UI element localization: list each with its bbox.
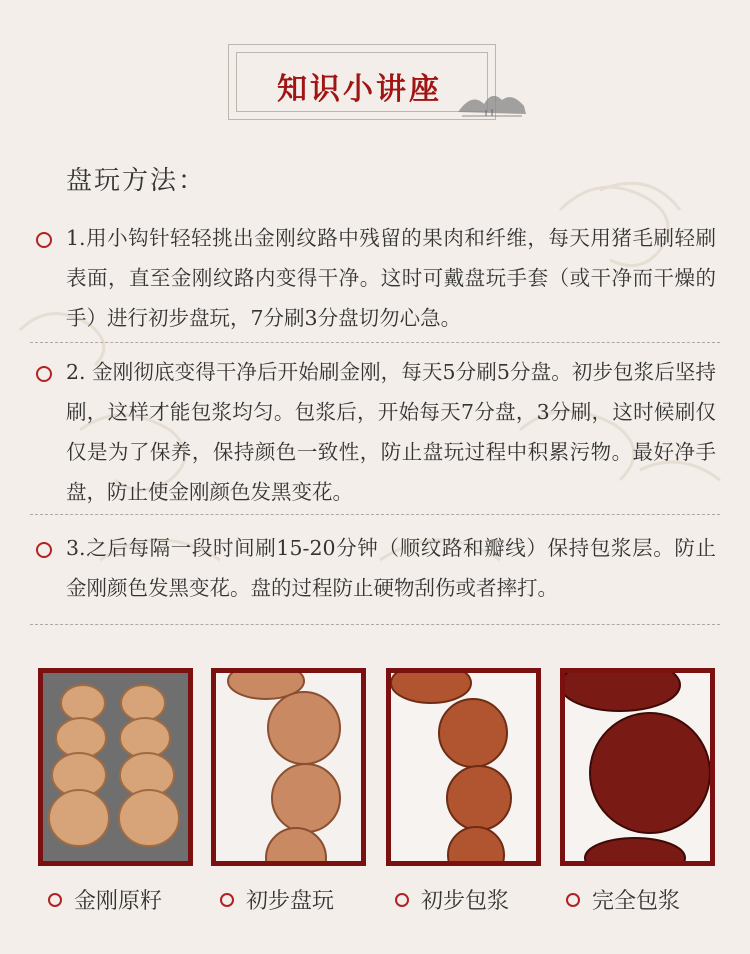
- circle-bullet-icon: [48, 893, 62, 907]
- caption-text: 金刚原籽: [74, 889, 163, 914]
- photo-full-patina: [560, 668, 715, 866]
- circle-bullet-icon: [36, 366, 52, 382]
- initial-patina-image: [391, 673, 536, 861]
- method-item-1: [36, 218, 716, 338]
- dashed-divider: [30, 342, 720, 343]
- method-item-text: 1.用小钩针轻轻挑出金刚纹路中残留的果肉和纤维，每天用猪毛刷轻刷表面，直至金刚纹路内变得干净。这时可戴盘玩手套（或干净而干燥的手）进行初步盘玩，7分刷3分盘切勿心急。: [66, 226, 716, 330]
- circle-bullet-icon: [220, 893, 234, 907]
- caption-raw-seeds: [48, 884, 162, 915]
- circle-bullet-icon: [36, 232, 52, 248]
- method-heading: 盘玩方法：: [66, 166, 207, 196]
- method-item-text: 2. 金刚彻底变得干净后开始刷金刚，每天5分刷5分盘。初步包浆后坚持刷，这样才能包浆均匀。包浆后，开始每天7分盘，3分刷，这时候刷仅仅是为了保养，保持颜色一致性，防止盘玩过程中积累污物。最好净手盘，防止使金刚颜色发黑变花。: [66, 360, 716, 504]
- dashed-divider: [30, 514, 720, 515]
- caption-text: 初步盘玩: [246, 889, 335, 914]
- raw-seeds-image: [43, 673, 188, 861]
- dashed-divider: [30, 624, 720, 625]
- method-item-3: [36, 528, 716, 608]
- initial-play-image: [216, 673, 361, 861]
- mountain-icon: [456, 82, 528, 122]
- title-frame: [228, 44, 528, 120]
- method-item-2: [36, 352, 716, 512]
- photo-initial-play: [211, 668, 366, 866]
- photo-raw-seeds: [38, 668, 193, 866]
- caption-initial-play: [220, 884, 334, 915]
- caption-full-patina: [566, 884, 680, 915]
- circle-bullet-icon: [36, 542, 52, 558]
- method-item-text: 3.之后每隔一段时间刷15-20分钟（顺纹路和瓣线）保持包浆层。防止金刚颜色发黑变花。盘的过程防止硬物刮伤或者摔打。: [66, 536, 716, 600]
- caption-initial-patina: [395, 884, 509, 915]
- full-patina-image: [565, 673, 710, 861]
- page-title: 知识小讲座: [277, 72, 442, 107]
- circle-bullet-icon: [566, 893, 580, 907]
- photo-initial-patina: [386, 668, 541, 866]
- circle-bullet-icon: [395, 893, 409, 907]
- caption-text: 完全包浆: [592, 889, 681, 914]
- caption-text: 初步包浆: [421, 889, 510, 914]
